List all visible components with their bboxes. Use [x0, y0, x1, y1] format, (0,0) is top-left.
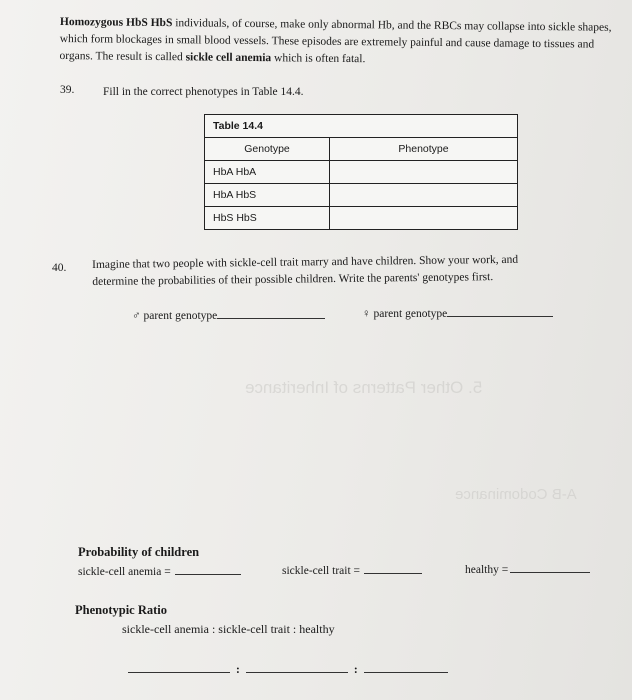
- anemia-probability-blank[interactable]: [175, 574, 241, 575]
- ratio-anemia-blank[interactable]: [128, 672, 230, 673]
- male-parent-label: ♂ parent genotype: [132, 310, 218, 322]
- trait-probability-blank[interactable]: [364, 573, 422, 574]
- male-parent-genotype-row: [132, 310, 325, 322]
- healthy-probability-label: healthy =: [465, 564, 509, 576]
- male-parent-genotype-blank[interactable]: [217, 318, 325, 319]
- question-39-prompt: Fill in the correct phenotypes in Table 14.4.: [103, 86, 304, 98]
- ratio-separator: :: [353, 664, 358, 676]
- anemia-probability-row: [78, 566, 241, 578]
- phenotype-answer-cell[interactable]: [330, 161, 518, 184]
- question-40-prompt: [92, 250, 627, 291]
- trait-probability-label: sickle-cell trait =: [282, 565, 361, 577]
- healthy-probability-blank[interactable]: [510, 572, 590, 573]
- column-header-phenotype: Phenotype: [330, 138, 518, 161]
- intro-text-2: which is often fatal.: [271, 52, 366, 66]
- ratio-healthy-blank[interactable]: [364, 672, 448, 673]
- ratio-separator: :: [236, 664, 240, 676]
- phenotype-answer-cell[interactable]: [330, 207, 518, 230]
- ratio-answer-row: [128, 664, 448, 676]
- bleed-through-subheading: A-B Codominance: [455, 486, 577, 503]
- anemia-probability-label: sickle-cell anemia =: [78, 566, 171, 578]
- table-caption: Table 14.4: [205, 115, 518, 138]
- trait-probability-row: [282, 565, 422, 577]
- female-parent-genotype-blank[interactable]: [447, 316, 553, 317]
- table-row: [205, 184, 518, 207]
- ratio-labels: sickle-cell anemia : sickle-cell trait : healthy: [122, 622, 335, 636]
- ratio-heading: Phenotypic Ratio: [75, 603, 168, 617]
- question-40-line-1: Imagine that two people with sickle-cell trait marry and have children. Show your work, and: [92, 253, 519, 271]
- phenotype-answer-cell[interactable]: [330, 184, 518, 207]
- term-homozygous: Homozygous HbS HbS: [59, 15, 173, 30]
- genotype-cell: HbA HbA: [205, 161, 330, 184]
- column-header-genotype: Genotype: [205, 138, 330, 161]
- genotype-cell: HbS HbS: [205, 207, 330, 230]
- phenotype-table: [204, 114, 518, 230]
- question-40-line-2: determine the probabilities of their possible children. Write the parents' genotypes first.: [92, 271, 494, 288]
- question-40-number: 40.: [52, 262, 67, 274]
- intro-text-1: individuals, of course, make only abnormal Hb, and the RBCs may collapse into sickle shapes, which form blockages in small blood vessels. These episodes are extremely painful and cause damage to tissues and organs. The result is called: [59, 17, 612, 64]
- table-row: [205, 207, 518, 230]
- bleed-through-heading: 5. Other Patterns of Inheritance: [245, 378, 483, 397]
- question-39-number: 39.: [60, 84, 75, 96]
- healthy-probability-row: [465, 564, 590, 576]
- probability-heading: Probability of children: [78, 545, 200, 559]
- ratio-trait-blank[interactable]: [246, 672, 348, 673]
- intro-paragraph: [59, 14, 625, 71]
- genotype-cell: HbA HbS: [205, 184, 330, 207]
- female-parent-label: ♀ parent genotype: [362, 308, 448, 320]
- female-parent-genotype-row: [362, 308, 553, 320]
- table-row: [205, 161, 518, 184]
- term-sickle-cell-anemia: sickle cell anemia: [185, 51, 272, 65]
